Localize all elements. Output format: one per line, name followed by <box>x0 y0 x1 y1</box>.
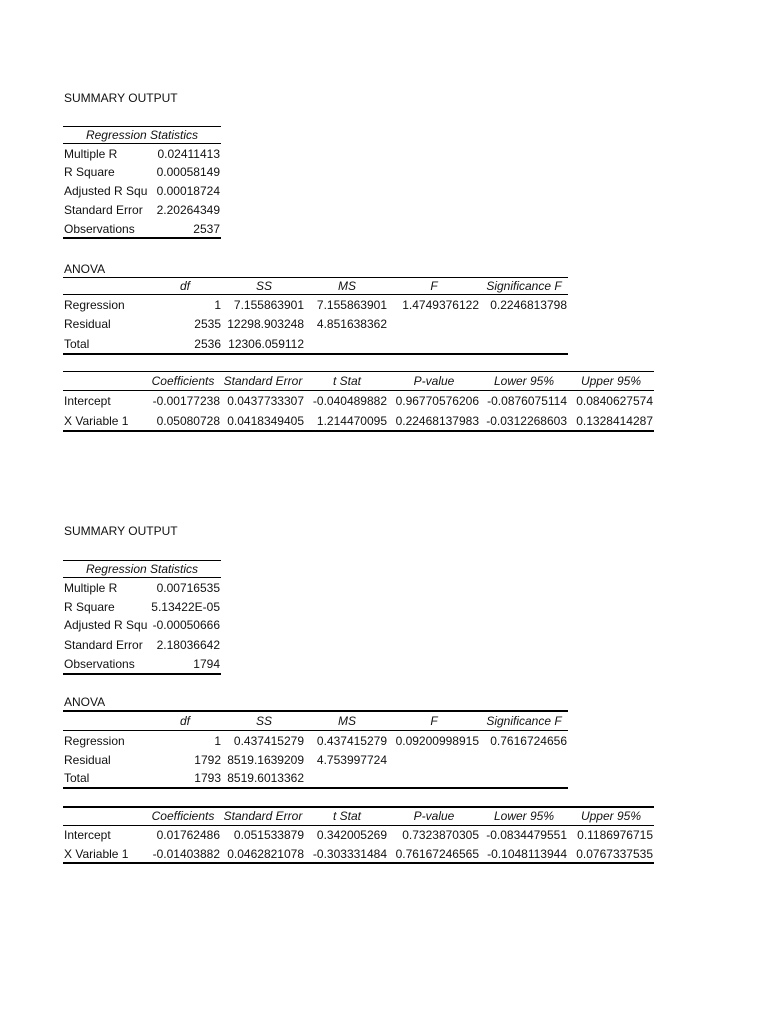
stat-value: -0.00050666 <box>152 618 220 632</box>
coef-row-label: Intercept <box>64 394 111 408</box>
table-rule <box>63 787 568 789</box>
anova-cell: 7.155863901 <box>316 298 387 312</box>
coef-header: Standard Error <box>223 809 303 823</box>
stat-value: 0.00018724 <box>156 184 220 198</box>
stat-label: Observations <box>64 657 135 671</box>
coef-row-label: X Variable 1 <box>64 414 129 428</box>
stat-value: 2537 <box>193 222 220 236</box>
coef-cell: 0.76167246565 <box>395 847 479 861</box>
table-rule <box>63 294 568 295</box>
coef-cell: -0.0834479551 <box>486 828 567 842</box>
anova-cell: 1 <box>214 298 221 312</box>
anova-header: SS <box>255 714 272 728</box>
stat-value: 2.18036642 <box>156 638 220 652</box>
anova-row-label: Residual <box>64 753 111 767</box>
table-rule <box>63 390 654 391</box>
anova-header: df <box>179 714 190 728</box>
anova-cell: 0.09200998915 <box>395 734 479 748</box>
stat-value: 1794 <box>193 657 220 671</box>
anova-cell: 0.7616724656 <box>490 734 567 748</box>
coef-header: Coefficients <box>151 809 215 823</box>
regression-statistics-header: Regression Statistics <box>85 562 199 576</box>
coef-header: P-value <box>413 809 455 823</box>
coef-cell: -0.1048113944 <box>487 847 567 861</box>
coef-header: t Stat <box>332 374 361 388</box>
anova-header: df <box>179 279 190 293</box>
coef-header: P-value <box>413 374 455 388</box>
coef-row-label: X Variable 1 <box>64 847 129 861</box>
anova-header: MS <box>338 279 356 293</box>
stat-label: Multiple R <box>64 581 118 595</box>
anova-cell: 1.4749376122 <box>402 298 479 312</box>
anova-cell: 12306.059112 <box>228 337 304 351</box>
anova-header: F <box>430 714 438 728</box>
coef-cell: -0.00177238 <box>152 394 220 408</box>
anova-label: ANOVA <box>64 695 106 709</box>
anova-header: Significance F <box>486 714 562 728</box>
coef-cell: 0.051533879 <box>233 828 304 842</box>
coef-cell: 0.0462821078 <box>227 847 304 861</box>
coef-header: t Stat <box>332 809 361 823</box>
coef-header: Upper 95% <box>580 374 642 388</box>
coef-cell: 0.0840627574 <box>576 394 653 408</box>
table-rule <box>63 143 221 144</box>
table-rule <box>63 825 654 826</box>
stat-value: 0.00058149 <box>156 165 220 179</box>
anova-row-label: Regression <box>64 734 125 748</box>
coef-cell: -0.303331484 <box>312 847 387 861</box>
table-rule <box>63 730 568 731</box>
table-rule <box>63 126 221 127</box>
coef-cell: -0.040489882 <box>312 394 387 408</box>
table-rule <box>63 560 221 561</box>
coef-cell: 0.05080728 <box>156 414 220 428</box>
coef-cell: 0.342005269 <box>316 828 387 842</box>
coef-cell: -0.01403882 <box>152 847 220 861</box>
anova-header: MS <box>338 714 356 728</box>
anova-cell: 2536 <box>194 337 221 351</box>
stat-label: Adjusted R Squ <box>64 618 148 632</box>
anova-cell: 0.2246813798 <box>490 298 567 312</box>
coef-header: Coefficients <box>151 374 215 388</box>
stat-label: Standard Error <box>64 638 143 652</box>
anova-row-label: Total <box>64 337 90 351</box>
stat-label: Observations <box>64 222 135 236</box>
table-rule <box>63 806 654 808</box>
anova-cell: 8519.1639209 <box>227 753 304 767</box>
table-rule <box>63 577 221 578</box>
coef-cell: 0.01762486 <box>156 828 220 842</box>
coef-cell: 0.96770576206 <box>395 394 479 408</box>
summary-title: SUMMARY OUTPUT <box>64 524 178 538</box>
table-rule <box>63 371 654 372</box>
table-rule <box>63 353 568 355</box>
coef-cell: 0.7323870305 <box>402 828 479 842</box>
stat-value: 0.02411413 <box>157 147 220 161</box>
stat-label: Adjusted R Squ <box>64 184 148 198</box>
coef-cell: 0.0767337535 <box>576 847 653 861</box>
anova-cell: 12298.903248 <box>227 317 304 331</box>
coef-cell: 0.0437733307 <box>227 394 304 408</box>
anova-row-label: Regression <box>64 298 125 312</box>
anova-row-label: Total <box>64 771 90 785</box>
table-rule <box>63 673 221 675</box>
coef-cell: -0.0312268603 <box>486 414 567 428</box>
stat-value: 5.13422E-05 <box>151 600 220 614</box>
anova-header: SS <box>255 279 272 293</box>
coef-cell: -0.0876075114 <box>487 394 567 408</box>
coef-header: Lower 95% <box>493 809 555 823</box>
coef-cell: 0.22468137983 <box>395 414 479 428</box>
anova-cell: 1 <box>214 734 221 748</box>
stat-value: 0.00716535 <box>156 581 220 595</box>
table-rule <box>63 237 221 239</box>
table-rule <box>63 430 654 432</box>
anova-cell: 7.155863901 <box>233 298 304 312</box>
anova-header: Significance F <box>486 279 562 293</box>
stat-label: Standard Error <box>64 203 143 217</box>
stat-label: R Square <box>64 165 115 179</box>
anova-cell: 1792 <box>194 753 221 767</box>
anova-cell: 0.437415279 <box>233 734 304 748</box>
coef-header: Standard Error <box>223 374 303 388</box>
table-rule <box>63 277 568 278</box>
stat-label: R Square <box>64 600 115 614</box>
anova-cell: 2535 <box>194 317 221 331</box>
stat-value: 2.20264349 <box>156 203 220 217</box>
summary-title: SUMMARY OUTPUT <box>64 91 178 105</box>
anova-cell: 4.851638362 <box>316 317 387 331</box>
regression-statistics-header: Regression Statistics <box>85 128 199 142</box>
table-rule <box>63 710 568 712</box>
coef-cell: 1.214470095 <box>316 414 387 428</box>
anova-cell: 8519.6013362 <box>227 771 304 785</box>
coef-cell: 0.1328414287 <box>576 414 653 428</box>
stat-label: Multiple R <box>64 147 118 161</box>
coef-cell: 0.1186976715 <box>577 828 653 842</box>
anova-cell: 1793 <box>194 771 221 785</box>
coef-header: Lower 95% <box>493 374 555 388</box>
anova-cell: 0.437415279 <box>316 734 387 748</box>
coef-cell: 0.0418349405 <box>227 414 304 428</box>
anova-row-label: Residual <box>64 317 111 331</box>
coef-header: Upper 95% <box>580 809 642 823</box>
coef-row-label: Intercept <box>64 828 111 842</box>
anova-cell: 4.753997724 <box>316 753 387 767</box>
anova-header: F <box>430 279 438 293</box>
table-rule <box>63 862 654 864</box>
anova-label: ANOVA <box>64 262 106 276</box>
